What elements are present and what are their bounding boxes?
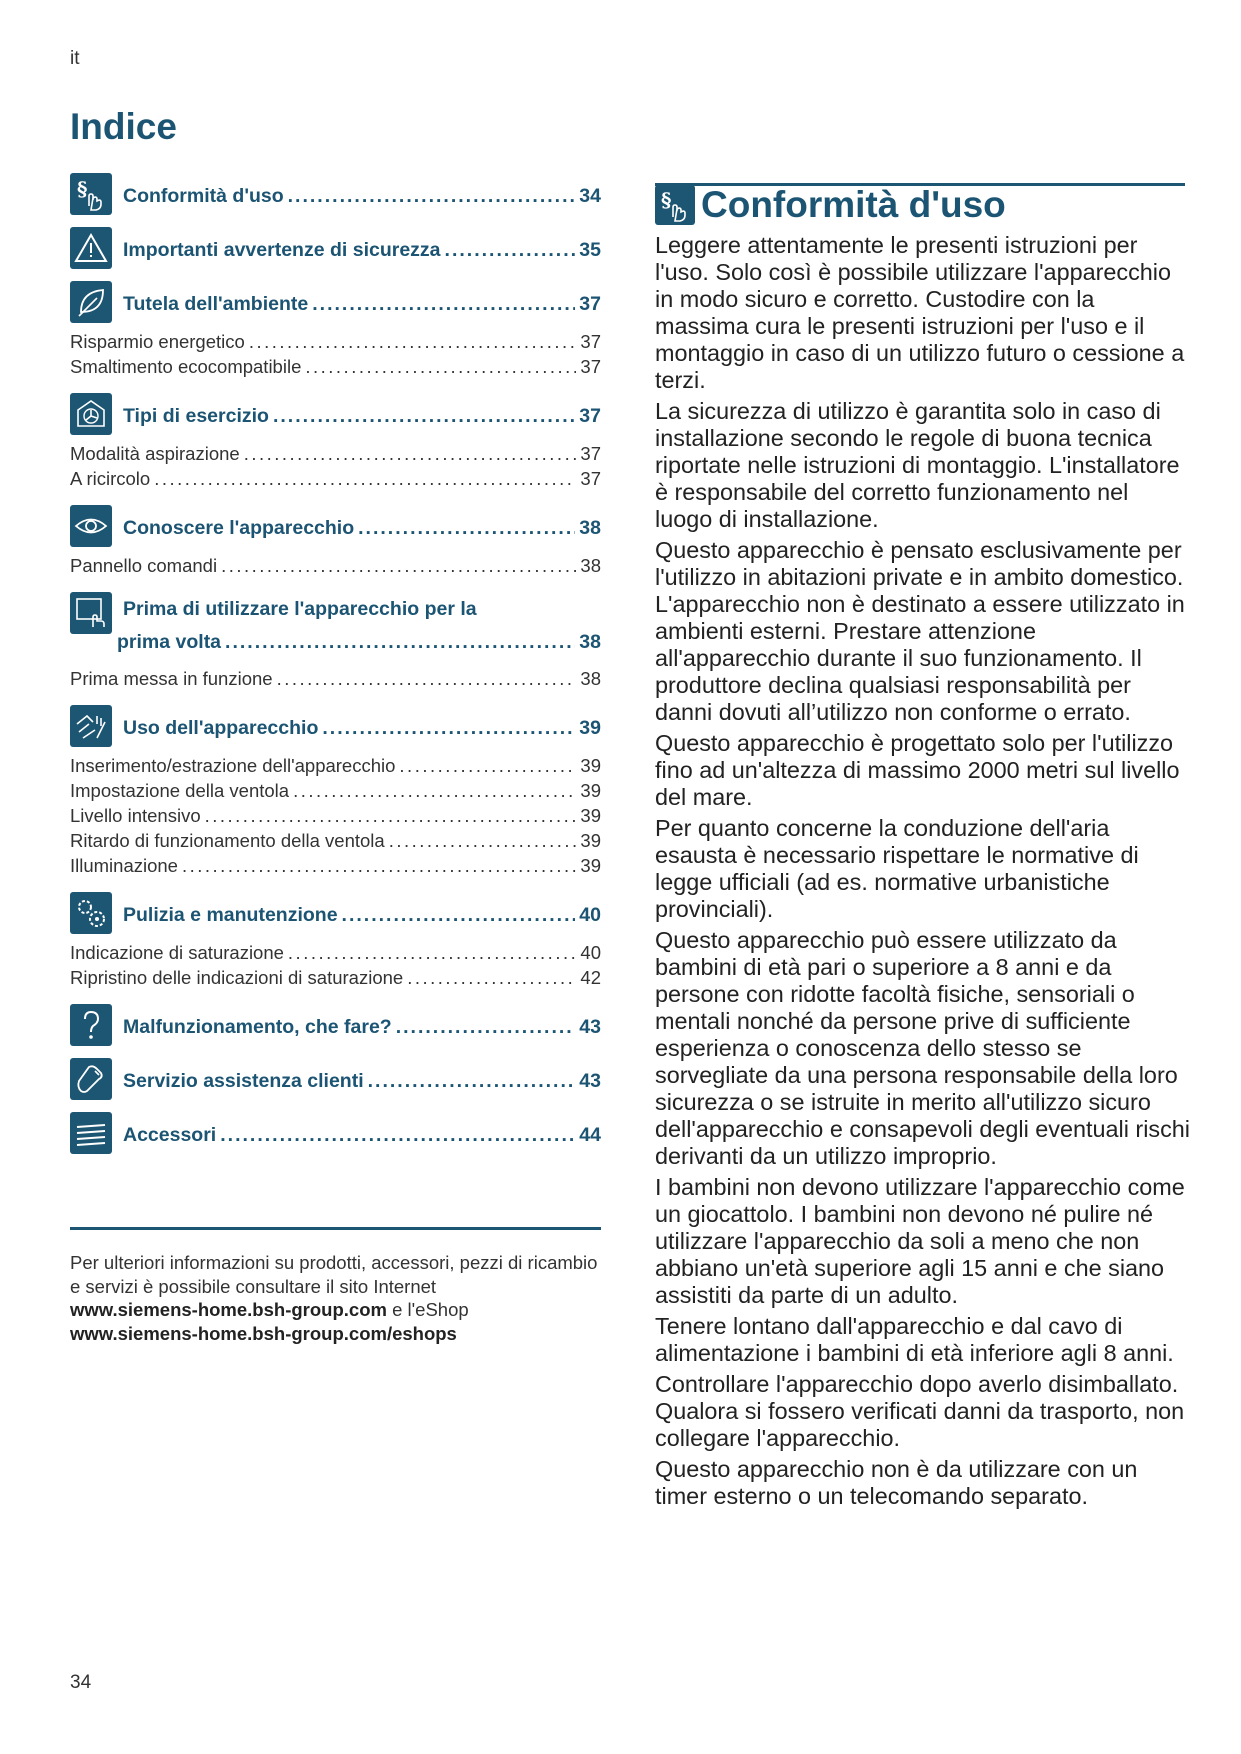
toc-title-text: prima volta — [117, 631, 222, 653]
toc-entry-title — [123, 185, 601, 208]
hand-use-icon — [70, 705, 112, 747]
leader-dots — [154, 466, 576, 491]
toc-subentry[interactable] — [70, 803, 601, 828]
body-paragraph: Questo apparecchio è progettato solo per l'utilizzo fino ad un'altezza di massimo 2000 metri sul livello del mare. — [655, 730, 1180, 810]
leaf-icon-svg — [73, 284, 109, 320]
toc-subentry-label: Risparmio energetico — [70, 331, 245, 352]
toc-entry[interactable] — [70, 505, 601, 551]
toc-entry[interactable] — [70, 281, 601, 327]
toc-subentry-page: 39 — [580, 855, 601, 876]
hood-fan-icon-svg — [73, 396, 109, 432]
hand-use-icon-svg — [73, 708, 109, 744]
toc-entry-title — [123, 405, 601, 428]
toc-subentry[interactable] — [70, 753, 601, 778]
toc-section — [70, 281, 601, 379]
toc-title-text: Importanti avvertenze di sicurezza — [123, 239, 441, 261]
table-of-contents — [70, 173, 601, 1166]
toc-entry[interactable] — [70, 705, 601, 751]
body-paragraph: Questo apparecchio può essere utilizzato da bambini di età pari o superiore a 8 anni e da persone con ridotte facoltà fisiche, sensoriali o mentali nonché da persone prive di sufficiente esperienza o conoscenza dello stesso se sorvegliate da una persona responsabile della loro sicurezza o se istruite in merito all'utilizzo sicuro dell'apparecchio e consapevoli degli eventuali rischi derivanti da un utilizzo improprio. — [655, 927, 1190, 1169]
leader-dots — [389, 828, 577, 853]
svg-text:§: § — [661, 188, 672, 212]
section-title: Conformità d'uso — [701, 184, 1006, 225]
body-paragraph: I bambini non devono utilizzare l'apparecchio come un giocattolo. I bambini non devono né pulire né utilizzare l'apparecchio da soli a meno che non abbiano un'età superiore agli 15 anni e che siano assistiti da parte di un adulto. — [655, 1174, 1185, 1308]
leader-dots — [407, 965, 576, 990]
website-link[interactable]: www.siemens-home.bsh-group.com — [70, 1299, 387, 1320]
eshop-link[interactable]: www.siemens-home.bsh-group.com/eshops — [70, 1322, 457, 1344]
leader-dots — [225, 631, 575, 654]
toc-subentry[interactable] — [70, 553, 601, 578]
toc-page-number: 34 — [579, 185, 601, 207]
toc-subentry-label: Pannello comandi — [70, 555, 218, 576]
toc-subentry-label: Prima messa in funzione — [70, 668, 273, 689]
toc-subentries — [70, 441, 601, 491]
toc-entry[interactable] — [70, 1004, 601, 1050]
toc-section — [70, 705, 601, 878]
toc-entry-title — [123, 1124, 601, 1147]
toc-section — [70, 173, 601, 219]
leader-dots — [358, 517, 575, 540]
toc-entry-title — [123, 717, 601, 740]
toc-subentries — [70, 666, 601, 691]
accessories-icon — [70, 1112, 112, 1154]
language-code: it — [70, 48, 80, 69]
toc-title-line1: Prima di utilizzare l'apparecchio per la — [123, 598, 477, 620]
footnote — [70, 1251, 610, 1345]
toc-title-text: Conoscere l'apparecchio — [123, 517, 355, 539]
toc-subentry-label: Impostazione della ventola — [70, 780, 290, 801]
toc-title-text: Uso dell'apparecchio — [123, 717, 319, 739]
toc-subentry-page: 38 — [580, 555, 601, 576]
question-icon — [70, 1004, 112, 1046]
toc-subentry-label: Modalità aspirazione — [70, 443, 240, 464]
first-use-icon — [70, 592, 112, 634]
body-paragraph: Tenere lontano dall'apparecchio e dal cavo di alimentazione i bambini di età inferiore agli 8 anni. — [655, 1313, 1174, 1366]
toc-page-number: 37 — [579, 293, 601, 315]
body-paragraph: Controllare l'apparecchio dopo averlo disimballato. Qualora si fossero verificati danni da trasporto, non collegare l'apparecchio. — [655, 1371, 1185, 1451]
section-hand-icon-svg — [73, 176, 109, 212]
toc-section — [70, 393, 601, 491]
toc-section — [70, 592, 601, 691]
toc-entry[interactable] — [70, 1112, 601, 1158]
toc-section — [70, 1004, 601, 1050]
toc-title-text: Tipi di esercizio — [123, 405, 269, 427]
toc-title-text: Pulizia e manutenzione — [123, 904, 338, 926]
toc-subentry-label: Ripristino delle indicazioni di saturazione — [70, 967, 404, 988]
toc-section — [70, 1112, 601, 1158]
leaf-icon — [70, 281, 112, 323]
body-paragraph: Per quanto concerne la conduzione dell'aria esausta è necessario rispettare le normative di legge ufficiali (ad es. normative urbanistiche provinciali). — [655, 815, 1139, 922]
toc-entry-title — [123, 1016, 601, 1039]
toc-subentry[interactable] — [70, 329, 601, 354]
leader-dots — [342, 904, 576, 927]
index-title: Indice — [70, 106, 177, 147]
cleaning-gears-icon-svg — [73, 895, 109, 931]
toc-section — [70, 505, 601, 578]
toc-page-number: 37 — [579, 405, 601, 427]
toc-subentry-label: Livello intensivo — [70, 805, 201, 826]
toc-entry[interactable] — [70, 173, 601, 219]
first-use-icon-svg — [73, 595, 109, 631]
toc-subentry-page: 40 — [580, 942, 601, 963]
toc-subentry[interactable] — [70, 778, 601, 803]
leader-dots — [445, 239, 576, 262]
toc-page-number: 38 — [579, 517, 601, 539]
toc-subentries — [70, 553, 601, 578]
leader-dots — [273, 405, 575, 428]
toc-entry-title — [123, 1070, 601, 1093]
toc-title-text: Malfunzionamento, che fare? — [123, 1016, 392, 1038]
toc-subentry-page: 37 — [580, 443, 601, 464]
toc-entry-title — [123, 517, 601, 540]
toc-title-line2 — [117, 631, 601, 654]
toc-subentry-page: 37 — [580, 331, 601, 352]
footnote-text: Per ulteriori informazioni su prodotti, accessori, pezzi di ricambio e servizi è possibile consultare il sito Internet — [70, 1252, 598, 1297]
toc-section — [70, 1058, 601, 1104]
toc-page-number: 39 — [579, 717, 601, 739]
toc-subentry-page: 39 — [580, 830, 601, 851]
toc-subentry-label: Ritardo di funzionamento della ventola — [70, 830, 385, 851]
toc-subentry[interactable] — [70, 940, 601, 965]
warning-icon-svg — [73, 230, 109, 266]
leader-dots — [277, 666, 577, 691]
toc-subentry-page: 39 — [580, 805, 601, 826]
footnote-text-2: e l'eShop — [386, 1299, 469, 1320]
toc-entry-title — [117, 598, 601, 654]
body-paragraph: Questo apparecchio non è da utilizzare con un timer esterno o un telecomando separato. — [655, 1456, 1138, 1509]
toc-page-number: 44 — [579, 1124, 601, 1146]
toc-page-number: 35 — [579, 239, 601, 261]
warning-icon — [70, 227, 112, 269]
toc-subentry[interactable] — [70, 828, 601, 853]
toc-subentry-page: 42 — [580, 967, 601, 988]
page-number: 34 — [70, 1672, 92, 1693]
toc-subentry-label: Smaltimento ecocompatibile — [70, 356, 302, 377]
toc-entry-title — [123, 293, 601, 316]
leader-dots — [305, 354, 576, 379]
body-paragraph: Leggere attentamente le presenti istruzioni per l'uso. Solo così è possibile utilizzare l'apparecchio in modo sicuro e corretto. Custodire con la massima cura le presenti istruzioni per l'uso e il montaggio in caso di un utilizzo futuro o cessione a terzi. — [655, 232, 1185, 393]
toc-subentry[interactable] — [70, 466, 601, 491]
toc-title-text: Conformità d'uso — [123, 185, 284, 207]
phone-icon-svg — [73, 1061, 109, 1097]
toc-page-number: 38 — [579, 631, 601, 653]
svg-text:§: § — [77, 177, 88, 201]
toc-title-text: Tutela dell'ambiente — [123, 293, 309, 315]
toc-subentry-label: Illuminazione — [70, 855, 178, 876]
leader-dots — [220, 1124, 575, 1147]
section-hand-icon — [70, 173, 112, 215]
section-hand-icon — [655, 185, 695, 225]
toc-page-number: 43 — [579, 1016, 601, 1038]
toc-title-text: Servizio assistenza clienti — [123, 1070, 364, 1092]
eye-icon — [70, 505, 112, 547]
toc-subentry-label: Indicazione di saturazione — [70, 942, 284, 963]
toc-section — [70, 892, 601, 990]
toc-subentry-page: 37 — [580, 468, 601, 489]
toc-entry[interactable] — [70, 393, 601, 439]
body-paragraph: La sicurezza di utilizzo è garantita solo in caso di installazione secondo le regole di buona tecnica riportate nelle istruzioni di montaggio. L'installatore è responsabile del corretto funzionamento nel luogo di installazione. — [655, 398, 1180, 532]
section-body — [655, 232, 1190, 1514]
section-heading — [655, 184, 1006, 226]
eye-icon-svg — [73, 508, 109, 544]
leader-dots — [293, 778, 576, 803]
toc-subentry[interactable] — [70, 354, 601, 379]
toc-entry[interactable] — [70, 592, 601, 664]
toc-subentry[interactable] — [70, 441, 601, 466]
toc-section — [70, 227, 601, 273]
leader-dots — [221, 553, 576, 578]
leader-dots — [182, 853, 576, 878]
toc-subentry-page: 38 — [580, 668, 601, 689]
leader-dots — [288, 185, 576, 208]
accessories-icon-svg — [73, 1115, 109, 1151]
toc-subentries — [70, 753, 601, 878]
toc-subentry-page: 39 — [580, 780, 601, 801]
leader-dots — [312, 293, 575, 316]
section-hand-icon-svg — [657, 187, 693, 223]
toc-page-number: 40 — [579, 904, 601, 926]
toc-subentry-label: Inserimento/estrazione dell'apparecchio — [70, 755, 396, 776]
leader-dots — [288, 940, 577, 965]
phone-icon — [70, 1058, 112, 1100]
hood-fan-icon — [70, 393, 112, 435]
toc-entry-title — [123, 239, 601, 262]
toc-entry[interactable] — [70, 1058, 601, 1104]
leader-dots — [396, 1016, 576, 1039]
question-icon-svg — [73, 1007, 109, 1043]
toc-title-text: Accessori — [123, 1124, 217, 1146]
toc-entry-title — [123, 904, 601, 927]
leader-dots — [205, 803, 577, 828]
leader-dots — [368, 1070, 576, 1093]
leader-dots — [322, 717, 575, 740]
leader-dots — [244, 441, 577, 466]
body-paragraph: Questo apparecchio è pensato esclusivamente per l'utilizzo in abitazioni private e in ambito domestico. L'apparecchio non è destinato a essere utilizzato in ambienti esterni. Prestare attenzione all'apparecchio durante il suo funzionamento. Il produttore declina qualsiasi responsabilità per danni dovuti all’utilizzo non conforme o errato. — [655, 537, 1185, 725]
toc-entry[interactable] — [70, 227, 601, 273]
toc-subentry[interactable] — [70, 853, 601, 878]
divider — [70, 1227, 601, 1230]
leader-dots — [249, 329, 577, 354]
toc-subentry-page: 37 — [580, 356, 601, 377]
cleaning-gears-icon — [70, 892, 112, 934]
toc-subentries — [70, 940, 601, 990]
toc-subentry[interactable] — [70, 965, 601, 990]
toc-subentries — [70, 329, 601, 379]
toc-entry[interactable] — [70, 892, 601, 938]
toc-subentry-label: A ricircolo — [70, 468, 151, 489]
toc-subentry-page: 39 — [580, 755, 601, 776]
leader-dots — [399, 753, 576, 778]
toc-subentry[interactable] — [70, 666, 601, 691]
toc-page-number: 43 — [579, 1070, 601, 1092]
